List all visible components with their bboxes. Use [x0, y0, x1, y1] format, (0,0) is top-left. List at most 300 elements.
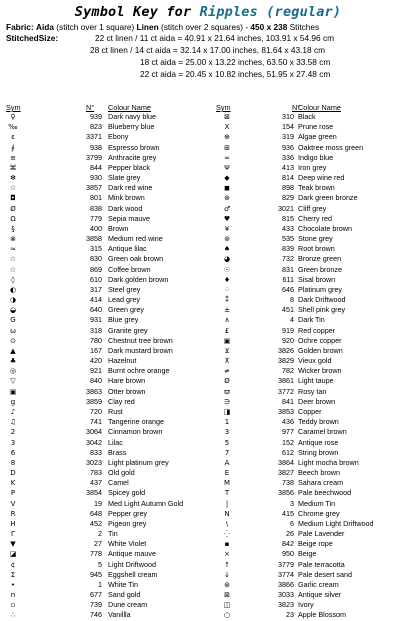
colour-name: Ebony [108, 132, 129, 142]
symbol-icon: H [10, 519, 16, 528]
symbol-icon: ⊼ [224, 357, 230, 366]
colour-name: Antique mauve [108, 549, 156, 559]
colour-name: White Violet [108, 539, 147, 549]
symbol-icon: ¢ [10, 560, 16, 569]
thread-number: 154 [282, 122, 294, 132]
colour-name: Light taupe [298, 376, 334, 386]
thread-number: 611 [282, 274, 294, 284]
thread-number: 3021 [278, 203, 294, 213]
symbol-icon: ⊚ [224, 235, 230, 244]
size-line-2: 28 ct linen / 14 ct aida = 32.14 x 17.00 inches, 81.64 x 43.18 cm [90, 45, 326, 55]
colour-name: Anthracite grey [108, 152, 157, 162]
thread-number: 842 [282, 539, 294, 549]
colour-name: Deer brown [298, 396, 336, 406]
thread-number: 2 [98, 529, 102, 539]
colour-name: Chestnut tree brown [108, 335, 173, 345]
symbol-icon: 5 [224, 438, 230, 447]
symbol-icon: ≠ [224, 367, 230, 376]
symbol-icon: 6 [10, 448, 16, 457]
colour-name: Blueberry blue [108, 122, 155, 132]
stitched-size-label: StitchedSize: [6, 33, 59, 43]
symbol-icon: ◆ [224, 174, 230, 183]
thread-number: 838 [90, 203, 102, 213]
colour-name: Brass [108, 447, 127, 457]
colour-name: Oaktree moss green [298, 142, 364, 152]
symbol-icon: ☉ [223, 265, 231, 274]
colour-name: Prune rose [298, 122, 334, 132]
colour-name: Coffee brown [108, 264, 151, 274]
symbol-icon: ♫ [9, 418, 17, 427]
symbol-icon: T [224, 489, 230, 498]
colour-name: Sahara cream [298, 478, 344, 488]
symbol-icon: ⁑ [225, 296, 229, 305]
colour-name: Spicey gold [108, 488, 146, 498]
symbol-icon: ∮ [11, 143, 15, 152]
colour-name: Pale desert sand [298, 569, 352, 579]
symbol-icon: ☆ [9, 255, 17, 264]
symbol-icon: ◒ [9, 306, 17, 315]
thread-number: 945 [90, 569, 102, 579]
thread-number: 612 [282, 447, 294, 457]
thread-number: 415 [282, 508, 294, 518]
right-name-header: Colour Name [298, 103, 341, 112]
thread-number: 152 [282, 437, 294, 447]
symbol-icon: ω [10, 326, 16, 335]
colour-name: Root brown [298, 244, 335, 254]
thread-number: 3859 [86, 396, 102, 406]
symbol-icon: g [10, 397, 16, 406]
thread-number: 3371 [86, 132, 102, 142]
left-num-header: N° [86, 103, 95, 112]
thread-number: 739 [90, 600, 102, 610]
thread-number: 535 [282, 234, 294, 244]
thread-number: 315 [90, 244, 102, 254]
thread-number: 414 [90, 295, 102, 305]
colour-name: Dark mustard brown [108, 345, 173, 355]
symbol-icon: 8 [10, 458, 16, 467]
colour-name: Lead grey [108, 295, 140, 305]
symbol-icon: ⊠ [224, 113, 230, 121]
colour-name: Tin [108, 529, 118, 539]
title-prefix: Symbol Key for [74, 4, 192, 20]
symbol-icon: ▽ [10, 377, 16, 386]
colour-name: Granite grey [108, 325, 148, 335]
symbol-icon: V [10, 499, 16, 508]
colour-name: Dark Tin [298, 315, 325, 325]
symbol-icon: 7 [224, 448, 230, 457]
thread-number: 23 [286, 610, 294, 620]
colour-name: Algae green [298, 132, 337, 142]
symbol-icon: | [225, 499, 229, 508]
colour-name: Vieux gold [298, 356, 332, 366]
colour-name: Steel grey [108, 284, 141, 294]
symbol-icon: ⊛ [224, 580, 230, 589]
thread-number: 3033 [278, 590, 294, 600]
thread-number: 3774 [278, 569, 294, 579]
symbol-icon: ⊙ [10, 336, 16, 345]
colour-name: Antique lilac [108, 244, 147, 254]
colour-name: Chocolate brown [298, 223, 352, 233]
colour-name: Ivory [298, 600, 314, 610]
symbol-icon: ◪ [9, 550, 17, 559]
colour-name: Hare brown [108, 376, 146, 386]
colour-name: Vanillla [108, 610, 131, 620]
colour-name: Golden brown [298, 345, 343, 355]
symbol-icon: ∧ [224, 316, 230, 325]
symbol-icon: ◑ [9, 296, 17, 305]
thread-number: 3827 [278, 468, 294, 478]
symbol-icon: ♪ [10, 407, 16, 416]
symbol-icon: ⊻ [224, 346, 230, 355]
colour-name: Platinum grey [298, 284, 342, 294]
thread-number: 840 [90, 376, 102, 386]
thread-number: 317 [90, 284, 102, 294]
colour-name: Green bronze [298, 264, 342, 274]
colour-name: Mink brown [108, 193, 145, 203]
thread-number: 814 [282, 173, 294, 183]
stitch-label: Stitches [287, 22, 320, 32]
colour-name: Pepper black [108, 162, 150, 172]
thread-number: 1 [98, 579, 102, 589]
colour-name: Rosy tan [298, 386, 327, 396]
colour-name: Light mocha brown [298, 457, 359, 467]
colour-name: Dark green bronze [298, 193, 358, 203]
symbol-icon: ☆ [9, 184, 17, 193]
thread-number: 3064 [86, 427, 102, 437]
thread-number: 3858 [86, 234, 102, 244]
colour-name: Light platinum grey [108, 457, 169, 467]
thread-number: 646 [282, 284, 294, 294]
symbol-icon: ☆ [9, 265, 17, 274]
symbol-icon: ⌘ [9, 163, 17, 172]
colour-name: Green grey [108, 305, 144, 315]
colour-name: Med Light Autumn Gold [108, 498, 184, 508]
thread-number: 780 [90, 335, 102, 345]
colour-name: Deep wine red [298, 173, 345, 183]
thread-number: 4 [290, 315, 294, 325]
symbol-icon: ◫ [223, 601, 231, 610]
symbol-icon: ∴ [10, 611, 16, 620]
thread-number: 318 [90, 325, 102, 335]
colour-name: Dark Driftwood [298, 295, 346, 305]
size-line-1: 22 ct linen / 11 ct aida = 40.91 x 21.64 inches, 103.91 x 54.96 cm [95, 33, 335, 43]
colour-name: Garlic cream [298, 579, 339, 589]
symbol-icon: ▫ [10, 601, 16, 610]
colour-name: Pigeon grey [108, 518, 147, 528]
symbol-icon: ◘ [10, 194, 16, 203]
symbol-icon: ♦ [223, 275, 231, 284]
symbol-icon: ♥ [223, 214, 231, 223]
symbol-icon: ♀ [10, 113, 16, 121]
thread-number: 829 [282, 193, 294, 203]
thread-number: 782 [282, 366, 294, 376]
thread-number: 640 [90, 305, 102, 315]
thread-number: 19 [94, 498, 102, 508]
thread-number: 3863 [86, 386, 102, 396]
thread-number: 433 [282, 223, 294, 233]
colour-name: Old gold [108, 468, 135, 478]
symbol-icon: ⁛ [224, 530, 230, 539]
colour-name: Sisal brown [298, 274, 336, 284]
symbol-icon: ▣ [9, 387, 17, 396]
thread-number: 746 [90, 610, 102, 620]
thread-number: 452 [90, 518, 102, 528]
symbol-icon: ¥ [224, 224, 230, 233]
fabric-line [6, 22, 416, 32]
thread-number: 930 [90, 173, 102, 183]
thread-number: 677 [90, 590, 102, 600]
thread-number: 830 [90, 254, 102, 264]
colour-name: Dark golden brown [108, 274, 169, 284]
colour-name: Cherry red [298, 213, 332, 223]
symbol-icon: ε [11, 133, 15, 142]
thread-number: 610 [90, 274, 102, 284]
thread-number: 3823 [278, 600, 294, 610]
thread-number: 3023 [86, 457, 102, 467]
thread-number: 3853 [278, 406, 294, 416]
thread-number: 400 [90, 223, 102, 233]
thread-number: 420 [90, 356, 102, 366]
thread-number: 841 [282, 396, 294, 406]
colour-name: Indigo blue [298, 152, 334, 162]
thread-number: 844 [90, 162, 102, 172]
colour-name: Pepper grey [108, 508, 148, 518]
symbol-icon: ♣ [9, 357, 17, 366]
symbol-icon: ✻ [10, 174, 16, 183]
symbol-icon: Σ [10, 570, 16, 579]
symbol-icon: Ø [224, 377, 230, 386]
colour-name: Tangerine orange [108, 417, 164, 427]
colour-name: Sand gold [108, 590, 141, 600]
thread-number: 3829 [278, 356, 294, 366]
fabric-label: Fabric: [6, 22, 34, 32]
symbol-icon: ▼ [10, 540, 16, 549]
symbol-icon: P [10, 489, 16, 498]
thread-number: 3866 [278, 579, 294, 589]
symbol-icon: ○ [223, 611, 231, 620]
thread-number: 3779 [278, 559, 294, 569]
colour-name: Otter brown [108, 386, 146, 396]
symbol-icon: 3 [10, 438, 16, 447]
symbol-icon: \ [225, 519, 229, 528]
thread-number: 8 [290, 295, 294, 305]
colour-name: Camel [108, 478, 129, 488]
size-line-3: 18 ct aida = 25.00 x 13.22 inches, 63.50 x 33.58 cm [140, 57, 331, 67]
colour-name: Chrome grey [298, 508, 340, 518]
colour-name: Sepia mauve [108, 213, 150, 223]
colour-name: Hazelnut [108, 356, 137, 366]
thread-number: 738 [282, 478, 294, 488]
thread-number: 6 [290, 518, 294, 528]
symbol-icon: ⊠ [224, 591, 230, 600]
colour-name: Apple Blossom [298, 610, 346, 620]
thread-number: 310 [282, 112, 294, 121]
thread-number: 437 [90, 478, 102, 488]
colour-name: Blue grey [108, 315, 139, 325]
symbol-icon: ▪ [224, 540, 230, 549]
symbol-icon: ▲ [10, 346, 16, 355]
symbol-icon: ◨ [223, 407, 231, 416]
thread-number: 939 [90, 112, 102, 121]
colour-name: Eggshell cream [108, 569, 158, 579]
symbol-icon: ⊕ [224, 133, 230, 142]
thread-number: 831 [282, 264, 294, 274]
symbol-icon: ≡ [10, 153, 16, 162]
colour-name: Wicker brown [298, 366, 342, 376]
thread-number: 919 [282, 325, 294, 335]
fabric-linen: Linen [136, 22, 159, 32]
symbol-icon: 3 [224, 428, 230, 437]
symbol-icon: ◼ [224, 184, 230, 193]
symbol-icon: ◊ [11, 275, 15, 284]
pattern-name: Ripples (regular) [199, 4, 342, 20]
symbol-icon: 1 [224, 418, 230, 427]
colour-name: Medium Tin [298, 498, 336, 508]
symbol-icon: ∋ [223, 397, 231, 406]
colour-name: Beech brown [298, 468, 340, 478]
symbol-icon: ↓ [224, 570, 230, 579]
colour-name: Burnt ochre orange [108, 366, 170, 376]
symbol-icon: Ψ [224, 163, 230, 172]
colour-name: Light Driftwood [108, 559, 156, 569]
symbol-icon: • [10, 580, 16, 589]
thread-number: 413 [282, 162, 294, 172]
right-sym-header: Sym [216, 103, 231, 112]
thread-number: 833 [90, 447, 102, 457]
thread-number: 3042 [86, 437, 102, 447]
symbol-icon: ≈ [10, 245, 16, 254]
colour-name: Lilac [108, 437, 123, 447]
symbol-icon: N [224, 509, 230, 518]
symbol-icon: ◎ [9, 367, 17, 376]
colour-name: Copper [298, 406, 322, 416]
symbol-icon: X [224, 123, 230, 132]
colour-name: Cinnamon brown [108, 427, 163, 437]
colour-name: Red copper [298, 325, 336, 335]
symbol-icon: § [11, 224, 15, 233]
colour-name: Pale beechwood [298, 488, 352, 498]
size-line-4: 22 ct aida = 20.45 x 10.82 inches, 51.95 x 27.48 cm [140, 69, 331, 79]
colour-name: Stone grey [298, 234, 333, 244]
colour-name: Bronze green [298, 254, 342, 264]
symbol-icon: ◕ [223, 255, 231, 264]
symbol-icon: ▣ [223, 336, 231, 345]
page-title [0, 4, 416, 20]
thread-number: 3864 [278, 457, 294, 467]
fabric-dash: - [243, 22, 251, 32]
thread-number: 950 [282, 549, 294, 559]
symbol-icon: ∞ [224, 153, 230, 162]
symbol-icon: ⊛ [224, 194, 230, 203]
colour-name: Dune cream [108, 600, 148, 610]
symbol-icon: Ω [10, 214, 16, 223]
thread-number: 815 [282, 213, 294, 223]
colour-name: Clay red [108, 396, 135, 406]
colour-name: Dark red wine [108, 183, 153, 193]
colour-name: Teak brown [298, 183, 335, 193]
symbol-icon: ♂ [223, 204, 231, 213]
symbol-icon: ⊗ [10, 235, 16, 244]
thread-number: 3799 [86, 152, 102, 162]
thread-number: 3856 [278, 488, 294, 498]
symbol-icon: R [10, 509, 16, 518]
stitch-count: 450 x 238 [250, 22, 288, 32]
thread-number: 336 [282, 152, 294, 162]
symbol-icon: Ø [10, 204, 16, 213]
colour-name: Black [298, 112, 316, 121]
thread-number: 732 [282, 254, 294, 264]
thread-number: 3861 [278, 376, 294, 386]
fabric-linen-note: (stitch over 2 squares) [160, 22, 244, 32]
thread-number: 3772 [278, 386, 294, 396]
colour-name: Antique rose [298, 437, 339, 447]
colour-name: Shell pink grey [298, 305, 346, 315]
thread-number: 823 [90, 122, 102, 132]
colour-name: White Tin [108, 579, 138, 589]
thread-number: 648 [90, 508, 102, 518]
thread-number: 3857 [86, 183, 102, 193]
colour-name: Caramel brown [298, 427, 347, 437]
thread-number: 26 [286, 529, 294, 539]
thread-number: 839 [282, 244, 294, 254]
colour-name: Teddy brown [298, 417, 339, 427]
thread-number: 741 [90, 417, 102, 427]
fabric-aida-note: (stitch over 1 square) [56, 22, 135, 32]
thread-number: 436 [282, 417, 294, 427]
thread-number: 931 [90, 315, 102, 325]
colour-name: Antique silver [298, 590, 342, 600]
colour-name: Rust [108, 406, 123, 416]
left-name-header: Colour Name [108, 103, 151, 112]
symbol-icon: n [10, 591, 16, 600]
symbol-icon: K [10, 479, 16, 488]
colour-name: Dark wood [108, 203, 143, 213]
colour-name: Dark navy blue [108, 112, 156, 121]
colour-name: Cliff grey [298, 203, 327, 213]
thread-number: 801 [90, 193, 102, 203]
colour-name: Medium red wine [108, 234, 163, 244]
left-sym-header: Sym [6, 103, 21, 112]
thread-number: 167 [90, 345, 102, 355]
thread-number: 938 [90, 142, 102, 152]
thread-number: 451 [282, 305, 294, 315]
symbol-icon: ◐ [9, 285, 17, 294]
symbol-icon: M [223, 479, 231, 488]
colour-name: Pale terracotta [298, 559, 345, 569]
symbol-icon: ± [224, 306, 230, 315]
colour-name: Pale Lavender [298, 529, 345, 539]
colour-name: Espresso brown [108, 142, 160, 152]
thread-number: 869 [90, 264, 102, 274]
thread-number: 3826 [278, 345, 294, 355]
thread-number: 3854 [86, 488, 102, 498]
symbol-icon: D [10, 469, 16, 478]
thread-number: 5 [98, 559, 102, 569]
colour-name: Iron grey [298, 162, 327, 172]
symbol-icon: ϖ [224, 387, 230, 396]
colour-name: Ochre copper [298, 335, 342, 345]
thread-number: 783 [90, 468, 102, 478]
symbol-icon: 2 [10, 428, 16, 437]
symbol-icon: × [224, 550, 230, 559]
symbol-icon: A [224, 458, 230, 467]
colour-name: Beige rope [298, 539, 333, 549]
symbol-icon: ⁘ [224, 285, 230, 294]
thread-number: 921 [90, 366, 102, 376]
colour-name: Brown [108, 223, 129, 233]
colour-name: Beige [298, 549, 317, 559]
thread-number: 898 [282, 183, 294, 193]
